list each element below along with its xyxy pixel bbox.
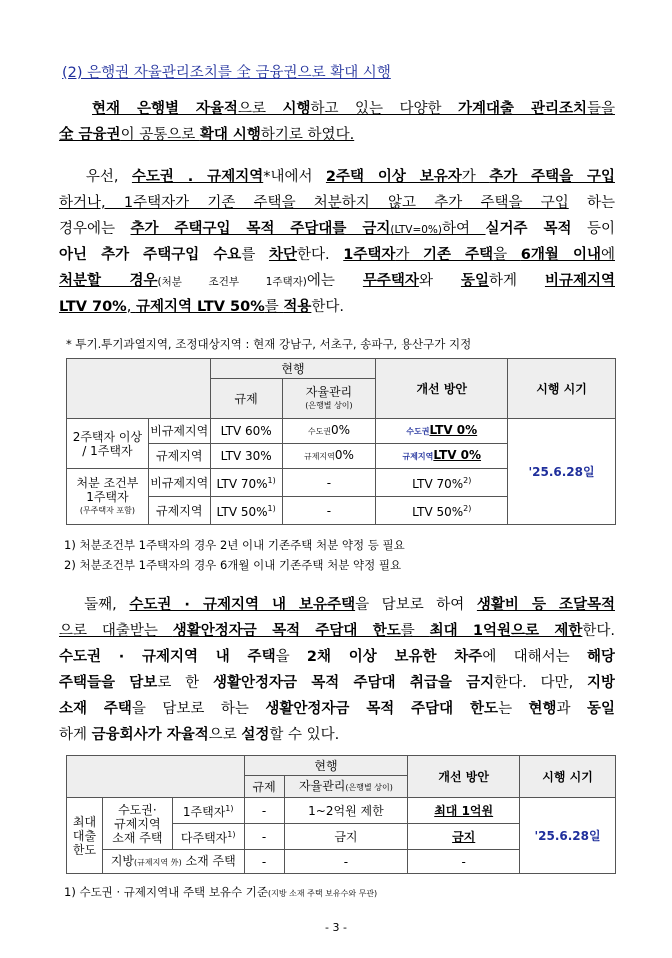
area-cell: 비규제지역 (148, 419, 210, 444)
improve-cell: LTV 70%$^{2)}$ (376, 469, 508, 497)
paragraph-line: 둘째, 수도권 · 규제지역 내 보유주택을 담보로 하여 생활비 등 조달목적 (84, 597, 615, 613)
footnote: 1) 수도권 · 규제지역내 주택 보유수 기준(지방 소재 주택 보유수와 무관) (64, 885, 378, 899)
improve-cell: 금지 (408, 824, 520, 850)
section-heading: (2) 은행권 자율관리조치를 全 금융권으로 확대 시행 (62, 65, 391, 81)
reg-cell: - (244, 850, 284, 874)
self-cell: - (284, 850, 408, 874)
paragraph-1 (59, 96, 615, 148)
reg-cell: LTV 30% (210, 444, 282, 469)
area-capital-regulated: 수도권· 규제지역 소재 주택 (102, 798, 172, 850)
header-current: 현행 (210, 359, 376, 379)
group-conditional: 처분 조건부 1주택자 (무주택자 포함) (67, 469, 149, 525)
paragraph-line: 하거나, 1주택자가 기존 주택을 처분하지 않고 추가 주택을 구입 하는 (59, 195, 615, 211)
paragraph-line: 현재 은행별 자율적으로 시행하고 있는 다양한 가계대출 관리조치들을 (92, 101, 615, 117)
designation-note: * 투기.투기과열지역, 조정대상지역 : 현재 강남구, 서초구, 송파구, 용산구가 지정 (66, 337, 472, 351)
paragraph-line: 우선, 수도권 . 규제지역*내에서 2주택 이상 보유자가 추가 주택을 구입 (85, 169, 615, 185)
header-effective-date: 시행 시기 (508, 359, 616, 419)
area-cell: 규제지역 (148, 497, 210, 525)
header-effective-date: 시행 시기 (520, 756, 616, 798)
reg-cell: LTV 60% (210, 419, 282, 444)
improve-cell: 최대 1억원 (408, 798, 520, 824)
self-cell: 1~2억원 제한 (284, 798, 408, 824)
header-improvement: 개선 방안 (408, 756, 520, 798)
max-loan-limit-label: 최대 대출 한도 (67, 798, 103, 874)
paragraph-line: LTV 70%, 규제지역 LTV 50%를 적용한다. (59, 299, 344, 315)
paragraph-3 (59, 592, 615, 748)
paragraph-line: 처분할 경우(처분 조건부 1주택자)에는 무주택자와 동일하게 비규제지역 (59, 273, 615, 289)
reg-cell: LTV 50%$^{1)}$ (210, 497, 282, 525)
improve-cell: 규제지역LTV 0% (376, 444, 508, 469)
self-cell: 수도권0% (282, 419, 376, 444)
header-improvement: 개선 방안 (376, 359, 508, 419)
header-regulation: 규제 (244, 776, 284, 798)
paragraph-line: 소재 주택을 담보로 하는 생활안정자금 목적 주담대 한도는 현행과 동일 (59, 701, 615, 717)
paragraph-2 (59, 164, 615, 320)
ltv-table (66, 358, 616, 525)
area-cell: 규제지역 (148, 444, 210, 469)
reg-cell: LTV 70%$^{1)}$ (210, 469, 282, 497)
header-self-management: 자율관리 (은행별 상이) (282, 379, 376, 419)
footnote: 2) 처분조건부 1주택자의 경우 6개월 이내 기존주택 처분 약정 필요 (64, 558, 402, 572)
paragraph-line: 全 금융권이 공통으로 확대 시행하기로 하였다. (59, 127, 355, 143)
paragraph-line: 아닌 추가 주택구입 수요를 차단한다. 1주택자가 기존 주택을 6개월 이내에 (59, 247, 615, 263)
paragraph-line: 주택들을 담보로 한 생활안정자금 목적 주담대 취급을 금지한다. 다만, 지방 (59, 675, 615, 691)
paragraph-line: 으로 대출받는 생활안정자금 목적 주담대 한도를 최대 1억원으로 제한한다. (59, 623, 615, 639)
self-cell: - (282, 469, 376, 497)
self-cell: 금지 (284, 824, 408, 850)
page-number: - 3 - (325, 921, 347, 934)
paragraph-line: 하게 금융회사가 자율적으로 설정할 수 있다. (59, 727, 340, 743)
footnote: 1) 처분조건부 1주택자의 경우 2년 이내 기존주택 처분 약정 등 필요 (64, 538, 405, 552)
table-corner (67, 756, 245, 798)
living-loan-table (66, 755, 616, 874)
header-current: 현행 (244, 756, 408, 776)
paragraph-line: 경우에는 추가 주택구입 목적 주담대를 금지(LTV=0%)하여 실거주 목적 등이 (59, 221, 615, 237)
reg-cell: - (244, 824, 284, 850)
improve-cell: LTV 50%$^{2)}$ (376, 497, 508, 525)
improve-cell: - (408, 850, 520, 874)
paragraph-line: 수도권 · 규제지역 내 주택을 2채 이상 보유한 차주에 대해서는 해당 (59, 649, 615, 665)
improve-cell: 수도권LTV 0% (376, 419, 508, 444)
header-self-management: 자율관리(은행별 상이) (284, 776, 408, 798)
reg-cell: - (244, 798, 284, 824)
effective-date: '25.6.28일 (520, 798, 616, 874)
self-cell: 규제지역0% (282, 444, 376, 469)
type-cell: 1주택자$^{1)}$ (172, 798, 244, 824)
area-cell: 비규제지역 (148, 469, 210, 497)
type-cell: 다주택자$^{1)}$ (172, 824, 244, 850)
type-cell-local: 지방(규제지역 外) 소재 주택 (102, 850, 244, 874)
table-corner (67, 359, 211, 419)
header-regulation: 규제 (210, 379, 282, 419)
self-cell: - (282, 497, 376, 525)
group-multi-home: 2주택자 이상 / 1주택자 (67, 419, 149, 469)
effective-date: '25.6.28일 (508, 419, 616, 525)
